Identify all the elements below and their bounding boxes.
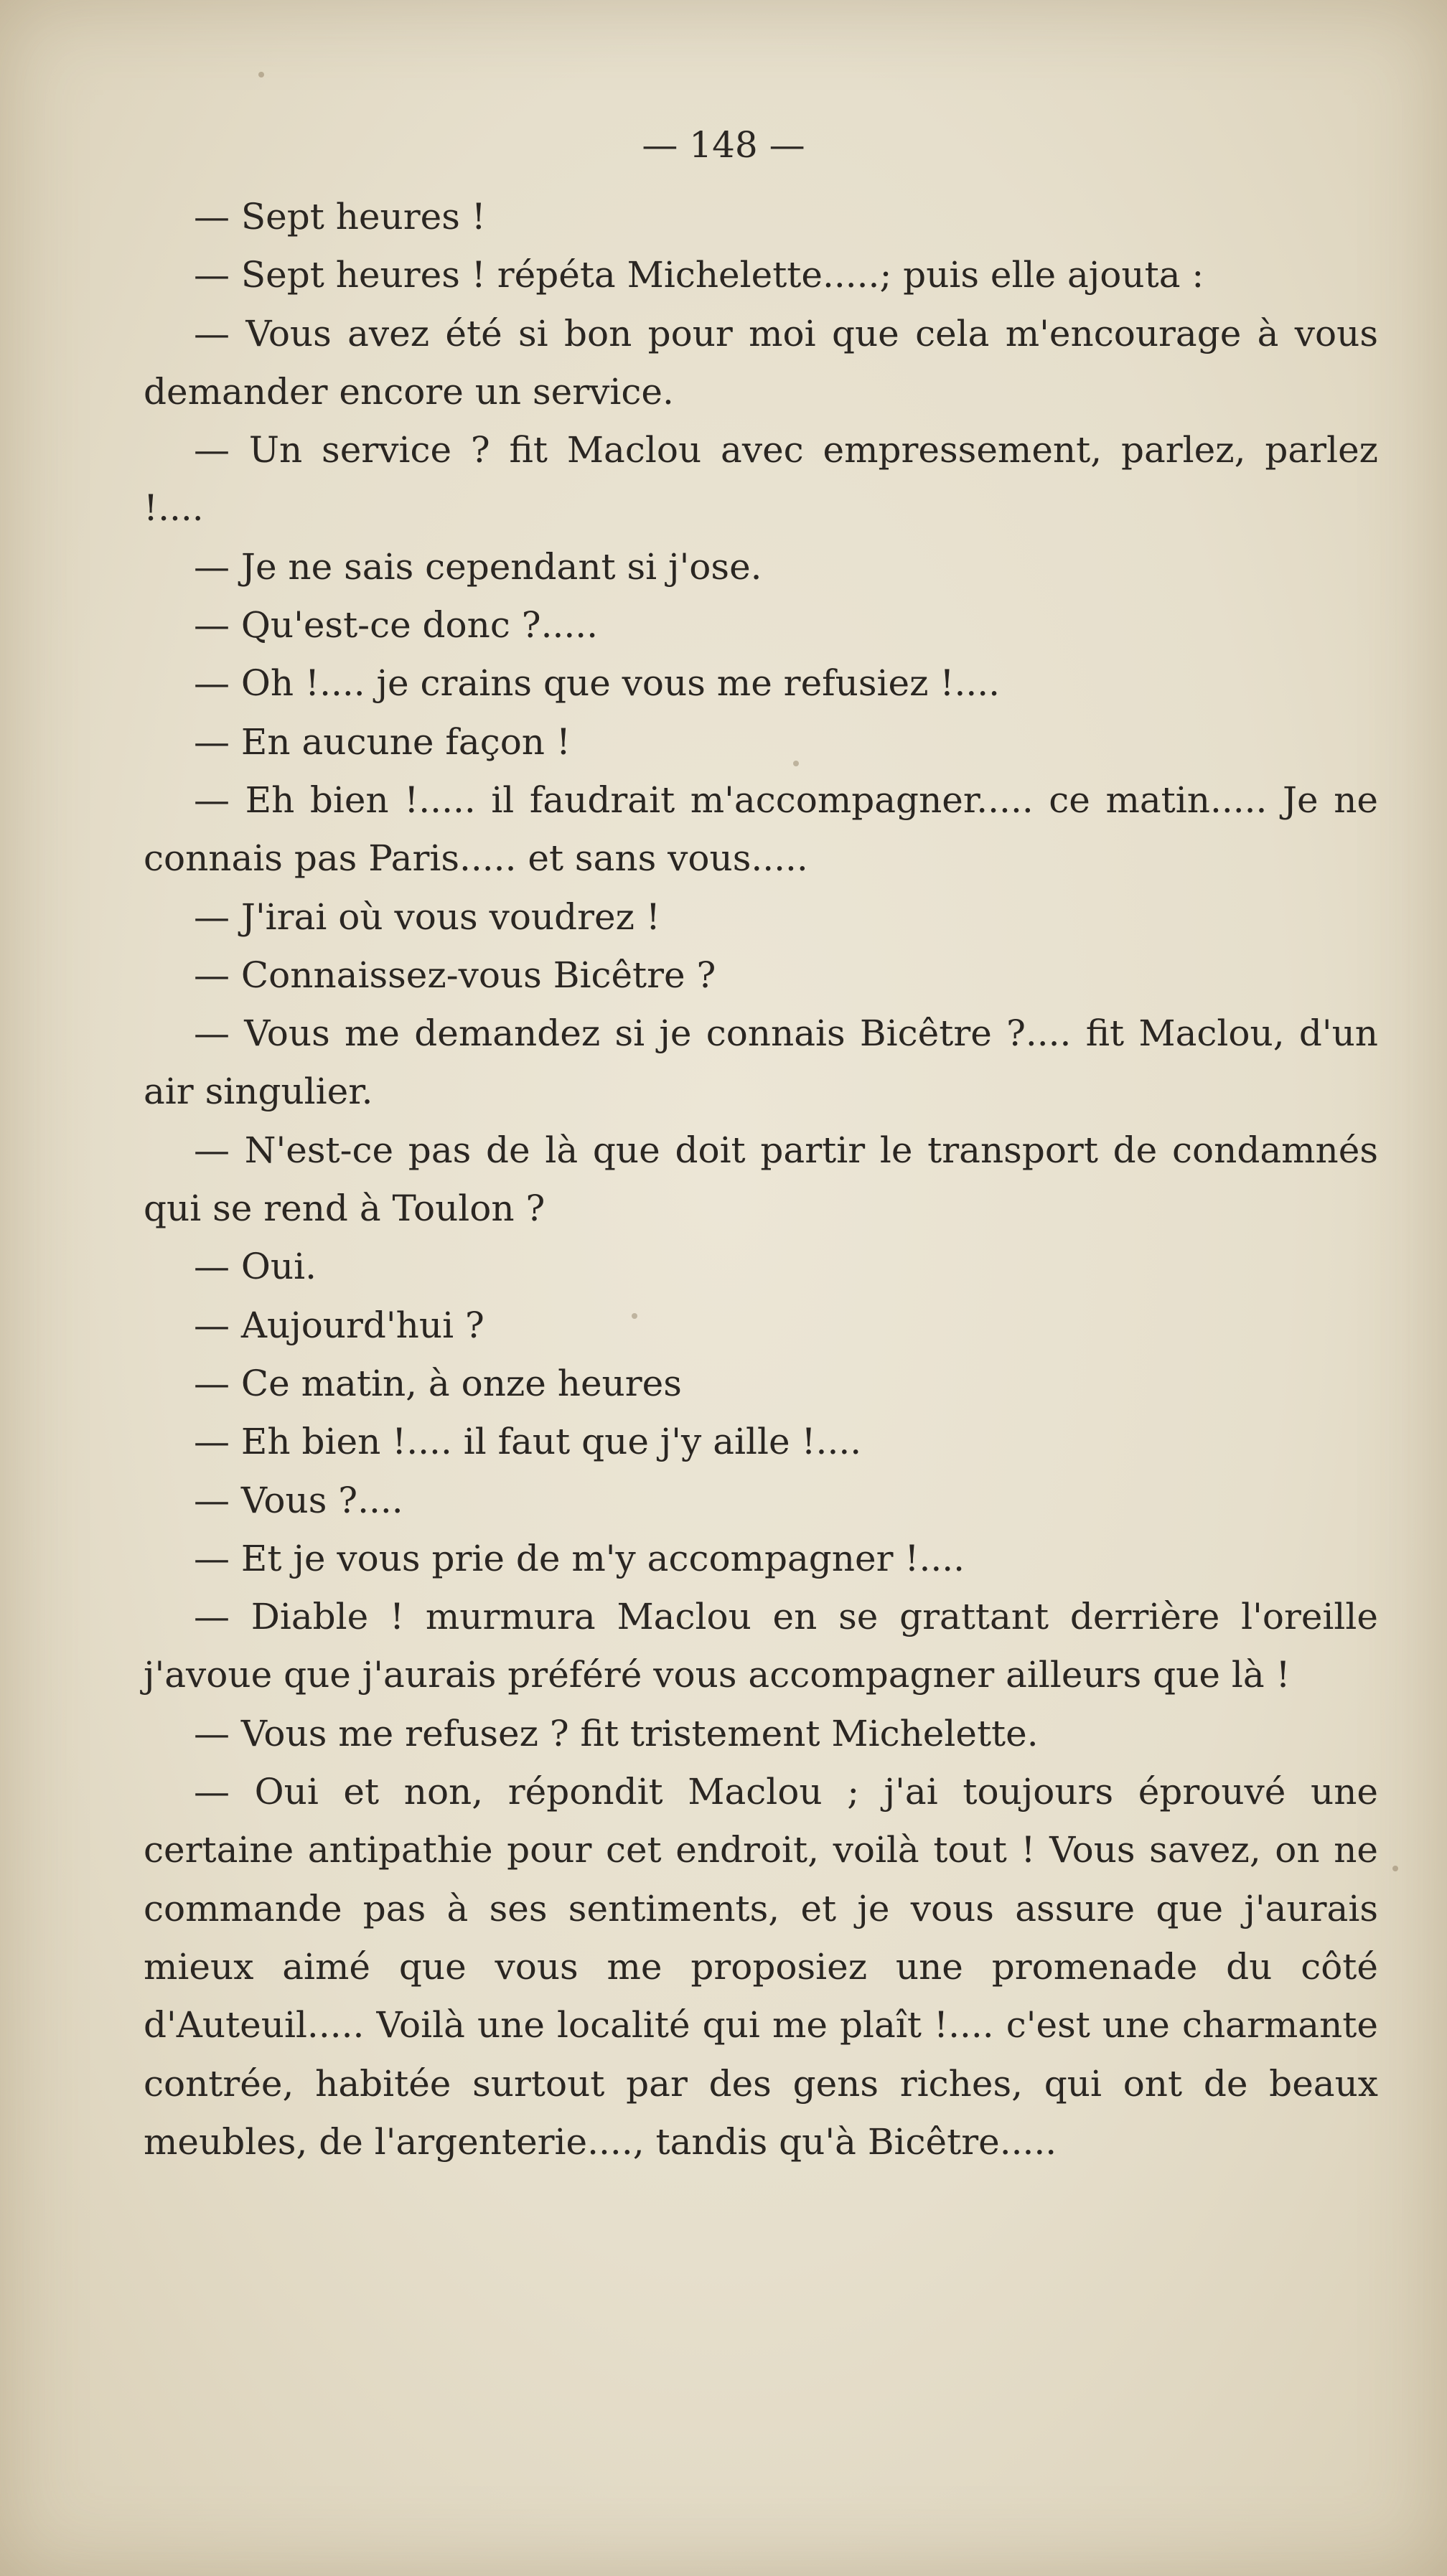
paragraph: — Oh !.... je crains que vous me refusiez !....	[194, 662, 1001, 705]
paragraph: — N'est-ce pas de là que doit partir le transport de condamnés qui se rend à Toulon ?	[144, 1129, 1378, 1230]
paragraph: — Diable ! murmura Maclou en se grattant derrière l'oreille j'avoue que j'aurais préféré vous accompagner ailleurs que là !	[144, 1596, 1378, 1696]
body-text	[144, 188, 1378, 2171]
paragraph: — Eh bien !..... il faudrait m'accompagner..... ce matin..... Je ne connais pas Paris..... et sans vous.....	[144, 779, 1378, 880]
paragraph: — Vous me refusez ? fit tristement Michelette.	[194, 1712, 1039, 1754]
paragraph: — Vous me demandez si je connais Bicêtre ?.... fit Maclou, d'un air singulier.	[144, 1012, 1378, 1113]
paragraph: — Vous ?....	[194, 1479, 403, 1521]
paragraph: — Sept heures ! répéta Michelette.....; puis elle ajouta :	[194, 254, 1204, 296]
paragraph: — Connaissez-vous Bicêtre ?	[194, 954, 716, 996]
paragraph: — Un service ? fit Maclou avec empressement, parlez, parlez !....	[144, 429, 1378, 530]
page-number: — 148 —	[642, 124, 805, 166]
paragraph: — Et je vous prie de m'y accompagner !....	[194, 1537, 965, 1579]
paragraph: — Je ne sais cependant si j'ose.	[194, 545, 762, 588]
paragraph: — Oui.	[194, 1246, 317, 1288]
paragraph: — Qu'est-ce donc ?.....	[194, 604, 599, 647]
paper-speck	[1392, 1866, 1398, 1871]
paragraph: — J'irai où vous voudrez !	[194, 896, 660, 938]
paragraph: — Aujourd'hui ?	[194, 1304, 484, 1346]
paragraph: — Ce matin, à onze heures	[194, 1362, 682, 1404]
paragraph: — Vous avez été si bon pour moi que cela m'encourage à vous demander encore un service.	[144, 312, 1378, 413]
paragraph: — Oui et non, répondit Maclou ; j'ai toujours éprouvé une certaine antipathie pour cet endroit, voilà tout ! Vous savez, on ne commande pas à ses sentiments, et je vous assure que j'aurais mieux aimé que vous me proposiez une promenade du côté d'Auteuil..... Voilà une localité qui me plaît !.... c'est une charmante contrée, habitée surtout par des gens riches, qui ont de beaux meubles, de l'argenterie...., tandis qu'à Bicêtre.....	[144, 1771, 1378, 2163]
paper-speck	[258, 72, 264, 77]
paragraph: — En aucune façon !	[194, 720, 571, 763]
paragraph: — Sept heures !	[194, 196, 486, 238]
paragraph: — Eh bien !.... il faut que j'y aille !....	[194, 1421, 862, 1463]
